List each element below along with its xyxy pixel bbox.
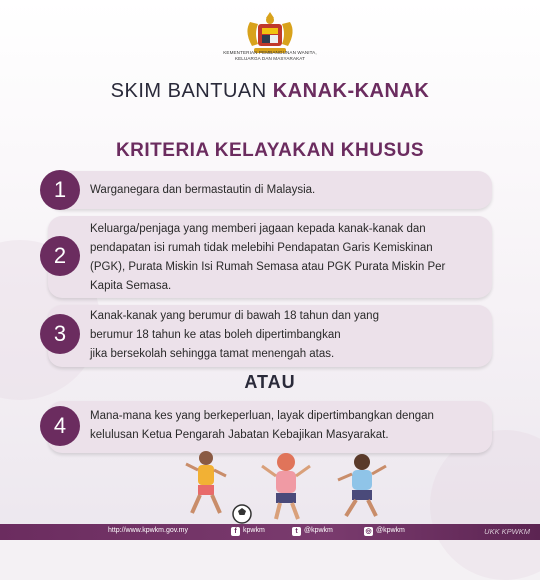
ministry-name [210,50,330,62]
instagram-handle[interactable]: @kpwkm [376,527,405,534]
ministry-line: KELUARGA DAN MASYARAKAT [234,56,306,61]
criteria-text [90,407,480,445]
criteria-line: kelulusan Ketua Pengarah Jabatan Kebajikan Masyarakat. [90,429,389,441]
criteria-line: jika bersekolah sehingga tamat menengah atas. [90,348,335,360]
criteria-number-4: 4 [40,406,80,446]
page-title [0,80,540,103]
instagram-icon[interactable]: ◎ [365,528,372,535]
ministry-line: KEMENTERIAN PEMBANGUNAN WANITA, [223,50,317,55]
criteria-line: pendapatan isi rumah tidak melebihi Pendapatan Garis Kemiskinan [90,242,433,254]
criteria-heading: KRITERIA KELAYAKAN KHUSUS [115,140,425,161]
criteria-text [90,181,480,200]
criteria-card-3 [48,305,492,367]
criteria-line: Keluarga/penjaga yang memberi jagaan kepada kanak-kanak dan [90,223,426,235]
criteria-number-3: 3 [40,314,80,354]
facebook-handle[interactable]: kpwkm [243,527,265,534]
children-playing-illustration [170,448,410,524]
facebook-icon[interactable]: f [231,527,240,536]
criteria-number-1: 1 [40,170,80,210]
twitter-icon[interactable]: t [292,527,301,536]
separator-text: ATAU [244,372,296,392]
title-plain: SKIM BANTUAN [110,80,273,102]
criteria-text [90,307,480,364]
title-bold: KANAK-KANAK [272,80,430,102]
unit-label: UKK KPWKM [484,527,530,536]
criteria-number-2: 2 [40,236,80,276]
footer-bar [0,524,540,540]
criteria-line: Kapita Semasa. [90,280,172,292]
twitter-handle[interactable]: @kpwkm [304,527,333,534]
child-figure [338,454,386,516]
criteria-card-2 [48,216,492,298]
criteria-line: Mana-mana kes yang berkeperluan, layak dipertimbangkan dengan [90,410,434,422]
child-figure [186,451,226,513]
criteria-line: berumur 18 tahun ke atas boleh dipertimbangkan [90,329,341,341]
criteria-line: Kanak-kanak yang berumur di bawah 18 tahun dan yang [90,310,379,322]
child-figure [262,453,310,519]
website-link[interactable]: http://www.kpwkm.gov.my [108,527,189,534]
criteria-card-1 [48,171,492,209]
criteria-line: (PGK), Purata Miskin Isi Rumah Semasa atau PGK Purata Miskin Per [90,261,446,273]
criteria-text [90,220,480,296]
criteria-card-4 [48,401,492,453]
criteria-line: Warganegara dan bermastautin di Malaysia. [90,184,316,196]
